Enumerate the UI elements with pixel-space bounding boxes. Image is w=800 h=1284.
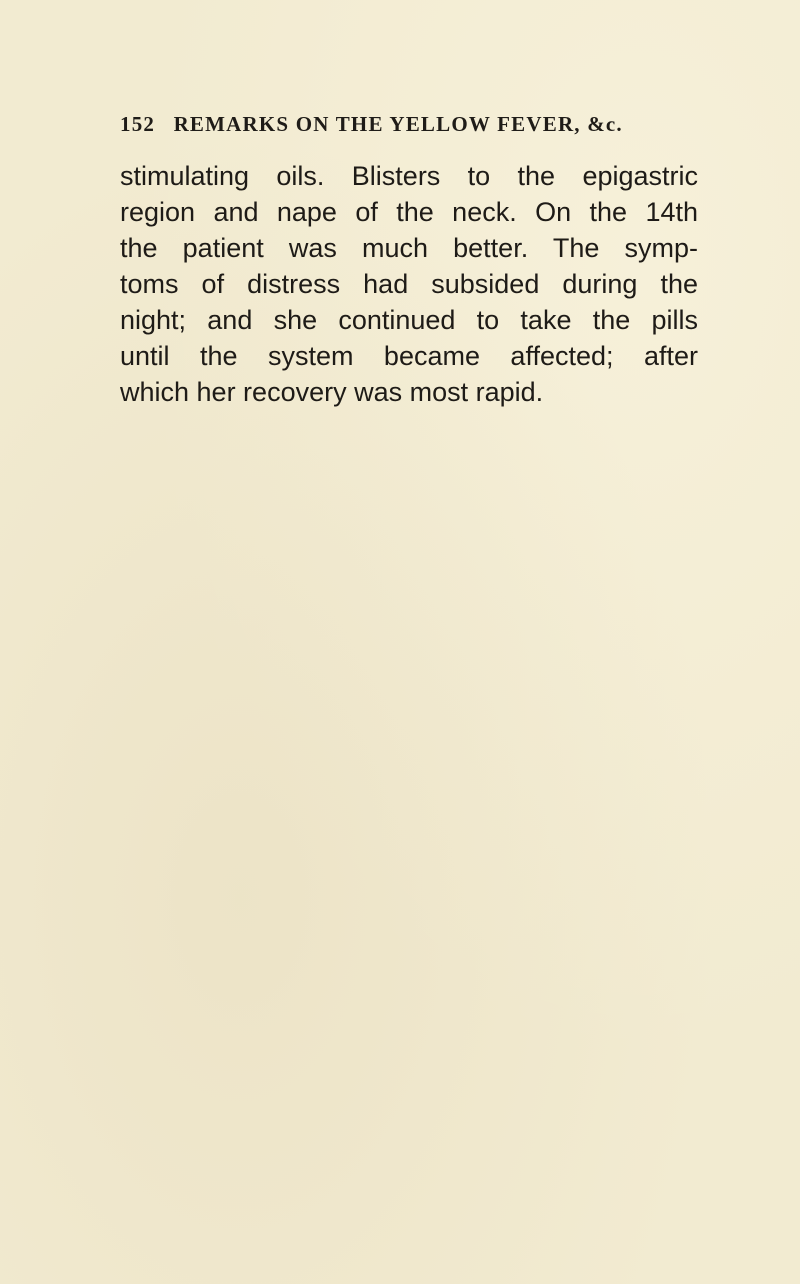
- text-line: which her recovery was most rapid.: [120, 377, 544, 407]
- text-line: the patient was much better. The symp-: [120, 233, 698, 263]
- running-title: REMARKS ON THE YELLOW FEVER, &c.: [173, 112, 623, 136]
- text-line: stimulating oils. Blisters to the epigastric: [120, 161, 698, 191]
- show-through-texture: [100, 480, 740, 1180]
- text-line: region and nape of the neck. On the 14th: [120, 197, 698, 227]
- text-line: night; and she continued to take the pills: [120, 305, 698, 335]
- text-line: toms of distress had subsided during the: [120, 269, 698, 299]
- text-line: until the system became affected; after: [120, 341, 698, 371]
- running-header: [120, 112, 680, 148]
- page-number: 152: [120, 112, 156, 136]
- body-paragraph: [120, 158, 698, 410]
